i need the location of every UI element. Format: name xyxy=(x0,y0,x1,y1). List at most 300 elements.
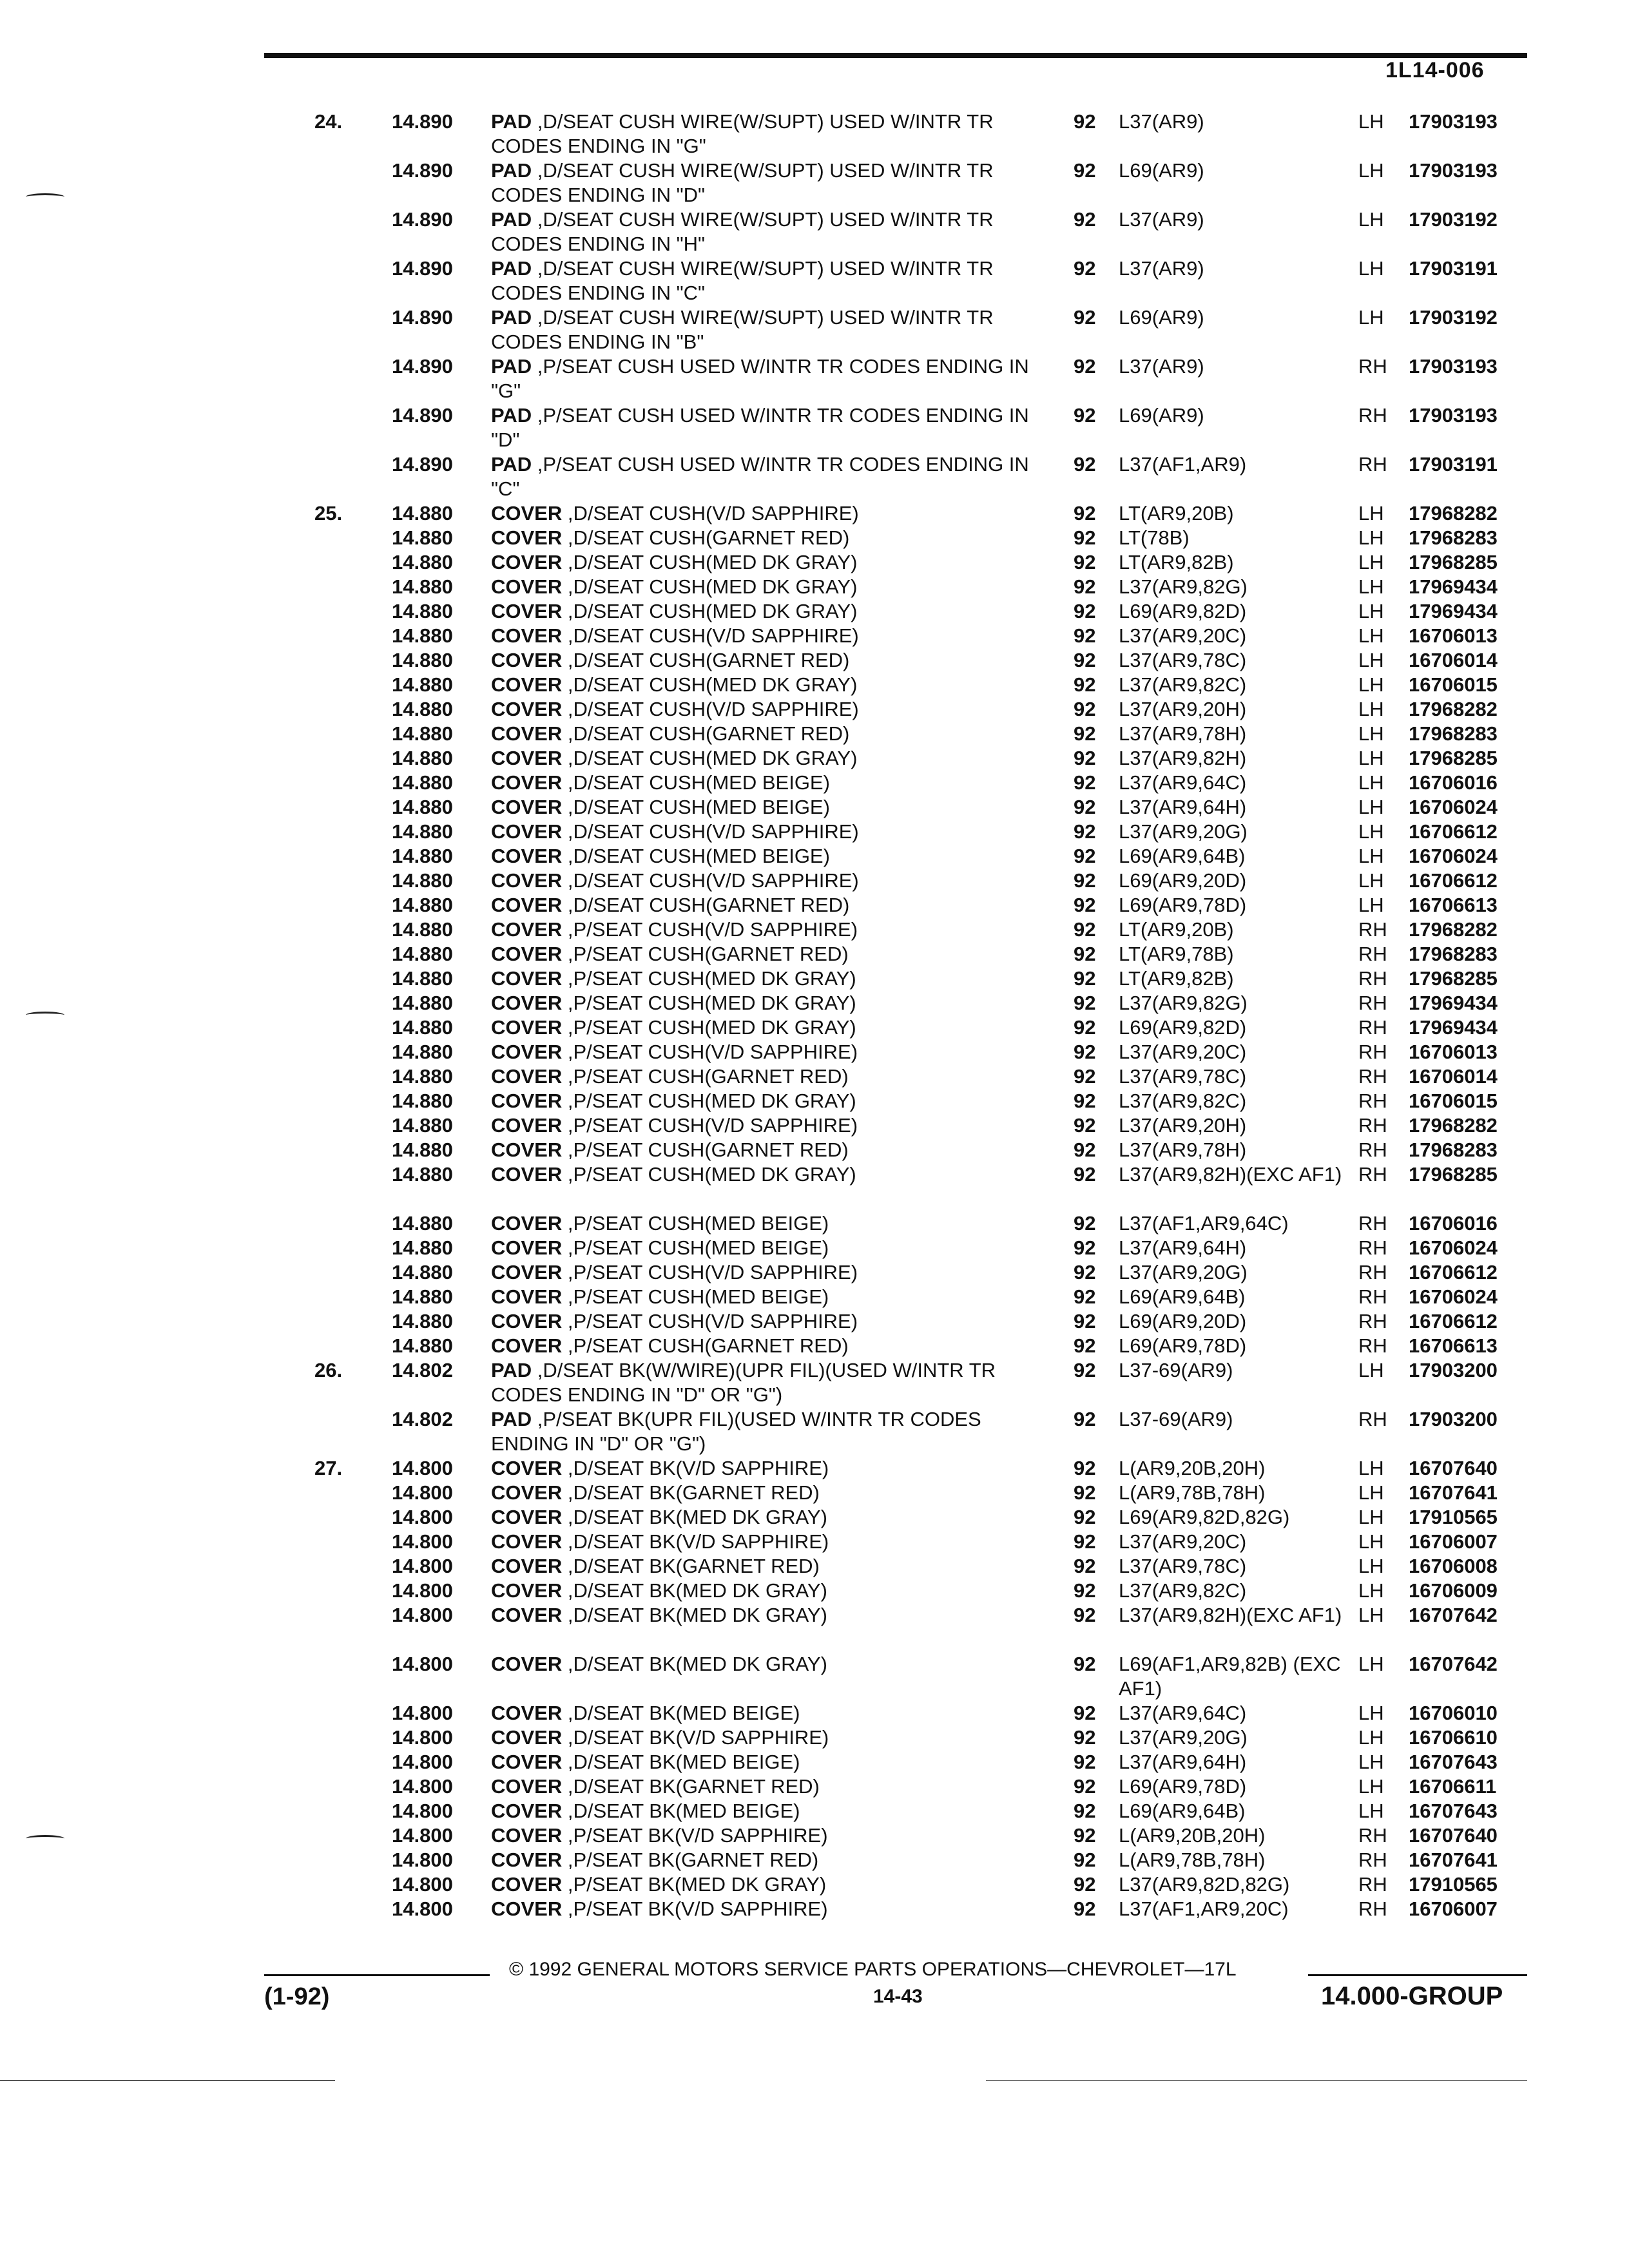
model-year: 92 xyxy=(1074,1114,1096,1137)
parts-row xyxy=(0,1652,1629,1701)
part-detail: ,P/SEAT BK(GARNET RED) xyxy=(562,1849,819,1871)
part-name: COVER xyxy=(491,943,563,965)
side: LH xyxy=(1358,257,1384,280)
model-year: 92 xyxy=(1074,526,1096,549)
parts-row xyxy=(0,403,1629,452)
part-detail: ,P/SEAT CUSH(MED DK GRAY) xyxy=(562,992,856,1014)
model-code: L37(AR9,64H) xyxy=(1119,1751,1247,1773)
parts-row xyxy=(0,1236,1629,1260)
parts-row xyxy=(0,1211,1629,1236)
group-number: 14.880 xyxy=(392,722,453,745)
group-number: 14.800 xyxy=(392,1702,453,1724)
group-number: 14.890 xyxy=(392,159,453,182)
parts-row xyxy=(0,844,1629,869)
part-name: COVER xyxy=(491,845,563,867)
side: LH xyxy=(1358,208,1384,231)
model-code: L37(AR9,78C) xyxy=(1119,649,1247,671)
part-detail: ,P/SEAT CUSH(MED BEIGE) xyxy=(562,1212,829,1235)
group-number: 14.800 xyxy=(392,1751,453,1773)
side: LH xyxy=(1358,1555,1384,1577)
top-rule xyxy=(264,53,1527,58)
part-description xyxy=(491,1725,1045,1750)
parts-row xyxy=(0,1701,1629,1725)
model-code: LT(AR9,82B) xyxy=(1119,551,1234,573)
group-number: 14.800 xyxy=(392,1849,453,1871)
part-number: 16706612 xyxy=(1409,1310,1498,1332)
part-number: 16706014 xyxy=(1409,1065,1498,1088)
parts-row xyxy=(0,159,1629,207)
side: RH xyxy=(1358,967,1387,990)
group-number: 14.880 xyxy=(392,575,453,598)
parts-row xyxy=(0,918,1629,942)
model-year: 92 xyxy=(1074,918,1096,941)
part-number: 16706013 xyxy=(1409,624,1498,647)
side: LH xyxy=(1358,747,1384,769)
model-year: 92 xyxy=(1074,1285,1096,1308)
model-year: 92 xyxy=(1074,1457,1096,1479)
part-number: 17969434 xyxy=(1409,575,1498,598)
side: RH xyxy=(1358,1873,1387,1896)
side: RH xyxy=(1358,453,1387,476)
model-year: 92 xyxy=(1074,1481,1096,1504)
part-name: COVER xyxy=(491,1506,563,1528)
side: LH xyxy=(1358,1775,1384,1798)
group-number: 14.800 xyxy=(392,1800,453,1822)
margin-mark xyxy=(26,1012,64,1019)
part-detail: ,D/SEAT CUSH(MED BEIGE) xyxy=(562,845,830,867)
model-code: L69(AR9,78D) xyxy=(1119,1775,1247,1798)
model-code: L37(AR9,78H) xyxy=(1119,1139,1247,1161)
model-code: L69(AR9,82D) xyxy=(1119,1016,1247,1039)
side: LH xyxy=(1358,1481,1384,1504)
model-code: L37(AR9,82C) xyxy=(1119,1090,1247,1112)
part-description xyxy=(491,1309,1045,1334)
parts-row xyxy=(0,1725,1629,1750)
side: LH xyxy=(1358,771,1384,794)
part-detail: ,D/SEAT CUSH(GARNET RED) xyxy=(562,649,850,671)
item-number: 26. xyxy=(314,1359,343,1381)
side: LH xyxy=(1358,159,1384,182)
model-year: 92 xyxy=(1074,1579,1096,1602)
part-description xyxy=(491,991,1045,1015)
group-number: 14.800 xyxy=(392,1824,453,1847)
part-detail: ,D/SEAT BK(V/D SAPPHIRE) xyxy=(562,1457,829,1479)
part-number: 17968283 xyxy=(1409,1139,1498,1161)
parts-row xyxy=(0,354,1629,403)
part-detail: ,D/SEAT CUSH(V/D SAPPHIRE) xyxy=(562,502,859,524)
side: RH xyxy=(1358,1310,1387,1332)
part-detail: ,D/SEAT CUSH(MED BEIGE) xyxy=(562,796,830,818)
model-code: L37(AR9) xyxy=(1119,257,1204,280)
group-number: 14.880 xyxy=(392,1041,453,1063)
part-number: 17968283 xyxy=(1409,722,1498,745)
model-year: 92 xyxy=(1074,1041,1096,1063)
part-detail: ,P/SEAT CUSH(GARNET RED) xyxy=(562,1139,849,1161)
part-name: COVER xyxy=(491,1090,563,1112)
parts-row xyxy=(0,1309,1629,1334)
model-year: 92 xyxy=(1074,1139,1096,1161)
parts-row xyxy=(0,501,1629,526)
part-detail: ,P/SEAT CUSH(GARNET RED) xyxy=(562,943,849,965)
part-description xyxy=(491,1481,1045,1505)
group-number: 14.890 xyxy=(392,355,453,378)
parts-row xyxy=(0,305,1629,354)
part-name: COVER xyxy=(491,502,563,524)
part-name: COVER xyxy=(491,575,563,598)
model-code: LT(AR9,78B) xyxy=(1119,943,1234,965)
side: LH xyxy=(1358,820,1384,843)
bottom-rule xyxy=(986,2080,1527,2081)
part-number: 17903192 xyxy=(1409,306,1498,329)
part-name: COVER xyxy=(491,967,563,990)
group-number: 14.880 xyxy=(392,869,453,892)
model-year: 92 xyxy=(1074,1824,1096,1847)
group-number: 14.802 xyxy=(392,1408,453,1430)
parts-row xyxy=(0,624,1629,648)
part-description xyxy=(491,1530,1045,1554)
part-name: COVER xyxy=(491,673,563,696)
part-detail: ,P/SEAT CUSH(GARNET RED) xyxy=(562,1065,849,1088)
part-description xyxy=(491,869,1045,893)
part-description xyxy=(491,403,1045,452)
part-number: 17903191 xyxy=(1409,257,1498,280)
group-number: 14.880 xyxy=(392,1261,453,1283)
part-number: 16707640 xyxy=(1409,1824,1498,1847)
margin-mark xyxy=(26,1835,64,1842)
part-number: 16706015 xyxy=(1409,673,1498,696)
side: LH xyxy=(1358,600,1384,622)
part-name: COVER xyxy=(491,1555,563,1577)
model-year: 92 xyxy=(1074,600,1096,622)
part-detail: ,P/SEAT BK(V/D SAPPHIRE) xyxy=(562,1824,828,1847)
model-year: 92 xyxy=(1074,869,1096,892)
group-number: 14.880 xyxy=(392,992,453,1014)
parts-row xyxy=(0,1774,1629,1799)
part-description xyxy=(491,1211,1045,1236)
part-name: PAD xyxy=(491,355,532,378)
part-number: 17968285 xyxy=(1409,967,1498,990)
part-detail: ,D/SEAT BK(MED DK GRAY) xyxy=(562,1506,827,1528)
side: RH xyxy=(1358,1334,1387,1357)
group-number: 14.880 xyxy=(392,551,453,573)
part-name: PAD xyxy=(491,453,532,476)
part-name: PAD xyxy=(491,404,532,427)
parts-row xyxy=(0,256,1629,305)
item-number: 24. xyxy=(314,110,343,133)
parts-row xyxy=(0,648,1629,673)
model-year: 92 xyxy=(1074,1334,1096,1357)
part-detail: ,D/SEAT CUSH(MED DK GRAY) xyxy=(562,600,858,622)
group-number: 14.880 xyxy=(392,1236,453,1259)
side: LH xyxy=(1358,1800,1384,1822)
parts-row xyxy=(0,942,1629,966)
model-year: 92 xyxy=(1074,1898,1096,1920)
model-year: 92 xyxy=(1074,698,1096,720)
model-code: L37(AR9) xyxy=(1119,110,1204,133)
part-description xyxy=(491,1750,1045,1774)
part-name: COVER xyxy=(491,918,563,941)
part-description xyxy=(491,844,1045,869)
parts-row xyxy=(0,550,1629,575)
part-name: COVER xyxy=(491,1285,563,1308)
parts-row xyxy=(0,1285,1629,1309)
part-number: 16706007 xyxy=(1409,1898,1498,1920)
part-number: 17968285 xyxy=(1409,551,1498,573)
part-name: COVER xyxy=(491,1114,563,1137)
part-description xyxy=(491,1897,1045,1921)
part-name: COVER xyxy=(491,1139,563,1161)
part-number: 16707642 xyxy=(1409,1653,1498,1675)
parts-row xyxy=(0,795,1629,820)
group-number: 14.880 xyxy=(392,747,453,769)
part-name: COVER xyxy=(491,1457,563,1479)
group-number: 14.880 xyxy=(392,1114,453,1137)
part-number: 16706613 xyxy=(1409,1334,1498,1357)
group-number: 14.800 xyxy=(392,1653,453,1675)
model-year: 92 xyxy=(1074,1653,1096,1675)
model-code: L69(AR9,20D) xyxy=(1119,1310,1247,1332)
part-description xyxy=(491,1089,1045,1113)
parts-row xyxy=(0,820,1629,844)
side: LH xyxy=(1358,869,1384,892)
part-number: 16706007 xyxy=(1409,1530,1498,1553)
part-name: COVER xyxy=(491,820,563,843)
model-code: L69(AF1,AR9,82B) (EXC AF1) xyxy=(1119,1653,1341,1700)
part-detail: ,P/SEAT CUSH(MED DK GRAY) xyxy=(562,967,856,990)
model-year: 92 xyxy=(1074,306,1096,329)
part-name: COVER xyxy=(491,1873,563,1896)
model-code: L37(AR9,82H) xyxy=(1119,747,1247,769)
group-number: 14.880 xyxy=(392,820,453,843)
model-code: L37(AR9,64C) xyxy=(1119,771,1247,794)
side: LH xyxy=(1358,502,1384,524)
part-detail: ,D/SEAT BK(MED BEIGE) xyxy=(562,1751,800,1773)
footer-group: 14.000-GROUP xyxy=(1321,1982,1503,2010)
part-name: COVER xyxy=(491,1212,563,1235)
model-year: 92 xyxy=(1074,1555,1096,1577)
part-detail: ,D/SEAT CUSH(GARNET RED) xyxy=(562,526,850,549)
parts-row xyxy=(0,1481,1629,1505)
group-number: 14.800 xyxy=(392,1873,453,1896)
model-year: 92 xyxy=(1074,1359,1096,1381)
model-year: 92 xyxy=(1074,502,1096,524)
side: RH xyxy=(1358,918,1387,941)
part-detail: ,D/SEAT BK(MED DK GRAY) xyxy=(562,1579,827,1602)
model-year: 92 xyxy=(1074,257,1096,280)
parts-row xyxy=(0,1823,1629,1848)
part-name: COVER xyxy=(491,1016,563,1039)
part-name: COVER xyxy=(491,1604,563,1626)
part-number: 17969434 xyxy=(1409,992,1498,1014)
group-number: 14.880 xyxy=(392,1016,453,1039)
group-number: 14.880 xyxy=(392,1090,453,1112)
model-code: L37(AR9,78H) xyxy=(1119,722,1247,745)
part-description xyxy=(491,1334,1045,1358)
part-name: COVER xyxy=(491,1334,563,1357)
model-code: L37(AR9,82C) xyxy=(1119,1579,1247,1602)
parts-row xyxy=(0,1358,1629,1407)
model-code: L69(AR9) xyxy=(1119,404,1204,427)
group-number: 14.880 xyxy=(392,894,453,916)
group-number: 14.880 xyxy=(392,698,453,720)
part-name: COVER xyxy=(491,1163,563,1186)
part-detail: ,D/SEAT CUSH(MED DK GRAY) xyxy=(562,551,858,573)
parts-row xyxy=(0,1040,1629,1064)
part-name: PAD xyxy=(491,306,532,329)
part-name: COVER xyxy=(491,1775,563,1798)
part-detail: ,P/SEAT CUSH USED W/INTR TR CODES ENDING IN "G" xyxy=(491,355,1029,402)
part-description xyxy=(491,1774,1045,1799)
part-name: COVER xyxy=(491,1481,563,1504)
parts-row xyxy=(0,1554,1629,1579)
model-code: L69(AR9,64B) xyxy=(1119,845,1246,867)
model-year: 92 xyxy=(1074,1310,1096,1332)
model-year: 92 xyxy=(1074,1775,1096,1798)
part-number: 16706024 xyxy=(1409,845,1498,867)
part-number: 16706612 xyxy=(1409,869,1498,892)
parts-row xyxy=(0,526,1629,550)
model-code: L69(AR9) xyxy=(1119,159,1204,182)
group-number: 14.880 xyxy=(392,1212,453,1235)
model-year: 92 xyxy=(1074,845,1096,867)
part-description xyxy=(491,966,1045,991)
model-code: L37(AR9) xyxy=(1119,208,1204,231)
model-code: L37(AR9,20H) xyxy=(1119,698,1247,720)
part-description xyxy=(491,1138,1045,1162)
model-year: 92 xyxy=(1074,1065,1096,1088)
part-number: 16707641 xyxy=(1409,1481,1498,1504)
part-detail: ,D/SEAT CUSH(V/D SAPPHIRE) xyxy=(562,624,859,647)
model-year: 92 xyxy=(1074,624,1096,647)
part-detail: ,P/SEAT CUSH USED W/INTR TR CODES ENDING IN "D" xyxy=(491,404,1029,451)
part-description xyxy=(491,1015,1045,1040)
model-code: L37(AR9,64H) xyxy=(1119,1236,1247,1259)
parts-row xyxy=(0,1603,1629,1652)
part-description xyxy=(491,624,1045,648)
part-number: 16707641 xyxy=(1409,1849,1498,1871)
side: LH xyxy=(1358,1604,1384,1626)
side: RH xyxy=(1358,1408,1387,1430)
item-number: 25. xyxy=(314,502,343,524)
part-description xyxy=(491,1872,1045,1897)
parts-row xyxy=(0,1162,1629,1211)
side: RH xyxy=(1358,404,1387,427)
model-code: L37(AR9,78C) xyxy=(1119,1065,1247,1088)
part-name: COVER xyxy=(491,1310,563,1332)
parts-row xyxy=(0,893,1629,918)
part-description xyxy=(491,1505,1045,1530)
part-detail: ,P/SEAT CUSH(MED DK GRAY) xyxy=(562,1163,856,1186)
model-code: LT(78B) xyxy=(1119,526,1190,549)
group-number: 14.880 xyxy=(392,796,453,818)
part-number: 16706024 xyxy=(1409,796,1498,818)
part-number: 16706015 xyxy=(1409,1090,1498,1112)
footer-copyright: © 1992 GENERAL MOTORS SERVICE PARTS OPERATIONS—CHEVROLET—17L xyxy=(509,1959,1237,1980)
model-code: L37(AR9) xyxy=(1119,355,1204,378)
model-code: L(AR9,78B,78H) xyxy=(1119,1849,1266,1871)
model-code: L37(AR9,20H) xyxy=(1119,1114,1247,1137)
part-name: COVER xyxy=(491,1898,563,1920)
part-name: COVER xyxy=(491,1751,563,1773)
part-number: 17903192 xyxy=(1409,208,1498,231)
part-name: COVER xyxy=(491,649,563,671)
part-number: 16706024 xyxy=(1409,1285,1498,1308)
group-number: 14.890 xyxy=(392,257,453,280)
side: LH xyxy=(1358,624,1384,647)
part-detail: ,P/SEAT CUSH(V/D SAPPHIRE) xyxy=(562,1310,858,1332)
part-name: COVER xyxy=(491,1702,563,1724)
model-code: L37(AR9,20C) xyxy=(1119,1041,1247,1063)
group-number: 14.880 xyxy=(392,845,453,867)
side: LH xyxy=(1358,526,1384,549)
part-number: 16706024 xyxy=(1409,1236,1498,1259)
model-year: 92 xyxy=(1074,747,1096,769)
model-code: L69(AR9,82D,82G) xyxy=(1119,1506,1290,1528)
part-name: COVER xyxy=(491,1041,563,1063)
model-year: 92 xyxy=(1074,722,1096,745)
part-description xyxy=(491,550,1045,575)
side: LH xyxy=(1358,894,1384,916)
part-name: COVER xyxy=(491,722,563,745)
parts-row xyxy=(0,991,1629,1015)
part-number: 17903193 xyxy=(1409,159,1498,182)
part-detail: ,P/SEAT CUSH(GARNET RED) xyxy=(562,1334,849,1357)
part-number: 16706010 xyxy=(1409,1702,1498,1724)
parts-row xyxy=(0,1579,1629,1603)
group-number: 14.890 xyxy=(392,306,453,329)
side: RH xyxy=(1358,1090,1387,1112)
part-number: 16706612 xyxy=(1409,820,1498,843)
part-detail: ,P/SEAT CUSH(V/D SAPPHIRE) xyxy=(562,1114,858,1137)
side: LH xyxy=(1358,1726,1384,1749)
model-year: 92 xyxy=(1074,1212,1096,1235)
part-number: 16706014 xyxy=(1409,649,1498,671)
side: LH xyxy=(1358,575,1384,598)
part-detail: ,D/SEAT CUSH WIRE(W/SUPT) USED W/INTR TR CODES ENDING IN "B" xyxy=(491,306,994,353)
part-description xyxy=(491,1823,1045,1848)
group-number: 14.880 xyxy=(392,502,453,524)
model-year: 92 xyxy=(1074,1261,1096,1283)
part-description xyxy=(491,501,1045,526)
side: RH xyxy=(1358,1139,1387,1161)
model-year: 92 xyxy=(1074,1702,1096,1724)
group-number: 14.890 xyxy=(392,208,453,231)
model-code: L37(AR9,82H)(EXC AF1) xyxy=(1119,1604,1342,1626)
group-number: 14.880 xyxy=(392,1065,453,1088)
group-number: 14.800 xyxy=(392,1457,453,1479)
model-year: 92 xyxy=(1074,1408,1096,1430)
part-detail: ,D/SEAT BK(GARNET RED) xyxy=(562,1775,820,1798)
part-description xyxy=(491,1456,1045,1481)
part-detail: ,D/SEAT CUSH(MED DK GRAY) xyxy=(562,673,858,696)
part-name: COVER xyxy=(491,600,563,622)
model-year: 92 xyxy=(1074,967,1096,990)
part-detail: ,D/SEAT CUSH(MED BEIGE) xyxy=(562,771,830,794)
group-number: 14.880 xyxy=(392,526,453,549)
part-detail: ,D/SEAT BK(GARNET RED) xyxy=(562,1481,820,1504)
part-number: 16706016 xyxy=(1409,771,1498,794)
part-detail: ,D/SEAT BK(MED DK GRAY) xyxy=(562,1653,827,1675)
part-name: COVER xyxy=(491,747,563,769)
part-name: COVER xyxy=(491,796,563,818)
model-code: L37(AR9,20G) xyxy=(1119,1726,1248,1749)
part-detail: ,P/SEAT CUSH(MED DK GRAY) xyxy=(562,1016,856,1039)
group-number: 14.800 xyxy=(392,1898,453,1920)
part-description xyxy=(491,771,1045,795)
side: RH xyxy=(1358,1065,1387,1088)
model-code: L69(AR9,64B) xyxy=(1119,1285,1246,1308)
parts-row xyxy=(0,1113,1629,1138)
